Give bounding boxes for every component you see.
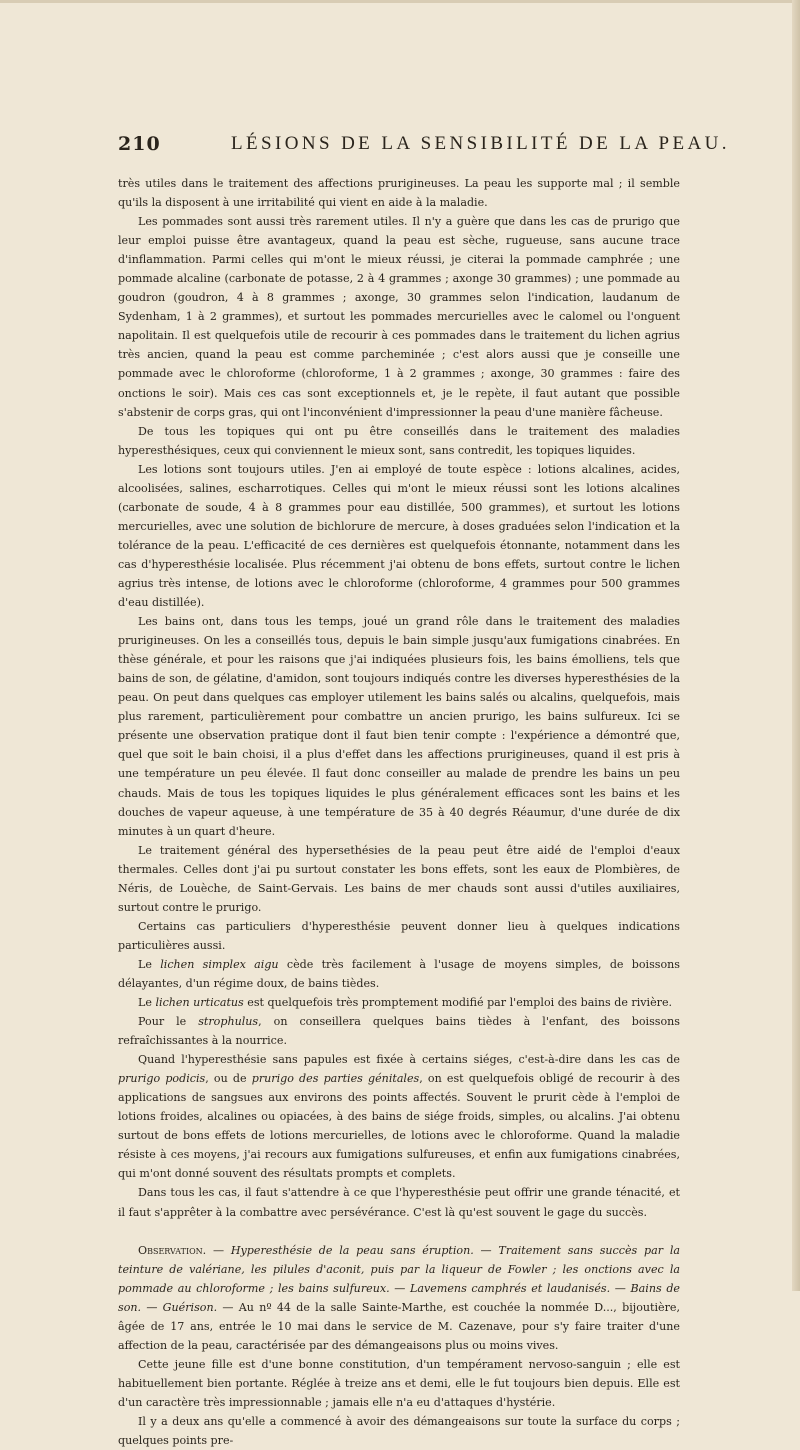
text-run: , on est quelquefois obligé de recourir à des applications de sangsues aux environs des points affectés. Souvent le prurit cède à l'emploi de lotions froides, alcalines ou opiacées, à des bains de siége froids, simples, ou alcalins. J'ai obtenu surtout de bons effets de lotions mercurielles, de lotions avec le chloroforme. Quand la maladie résiste à ces moyens, j'ai recours aux fumigations sulfureuses, et enfin aux fumigations cinabrées, qui m'ont donné souvent des résultats prompts et complets. xyxy=(118,1072,680,1181)
paragraph: Il y a deux ans qu'elle a commencé à avoir des démangeaisons sur toute la surface du corps ; quelques points pre- xyxy=(118,1415,680,1448)
italic-term: prurigo des parties génitales xyxy=(251,1072,420,1086)
observation-label: Observation. xyxy=(138,1243,207,1257)
text-run: cède très facilement à l'usage de moyens simples, de boissons délayantes, d'un régime doux, de bains tièdes. xyxy=(118,957,681,990)
text-run: Le xyxy=(138,957,161,971)
section-gap xyxy=(118,1222,680,1241)
text-run: — Au nº 44 de la salle Sainte-Marthe, est couchée la nommée D..., bijoutière, âgée de 17 ans, entrée le 10 mai dans le service de M. Cazenave, pour s'y faire traiter d'une affection de la peau, caractérisée par des démangeaisons plus ou moins vives. xyxy=(118,1300,680,1352)
text-run: Quand l'hyperesthésie sans papules est fixée à certains siéges, c'est-à-dire dans les cas de xyxy=(138,1053,680,1067)
text-run: Le xyxy=(138,996,156,1010)
running-title: LÉSIONS DE LA SENSIBILITÉ DE LA PEAU. xyxy=(231,133,730,154)
paragraph xyxy=(118,1012,680,1050)
page-edge xyxy=(792,0,800,1291)
text-run: Pour le xyxy=(138,1015,199,1029)
paragraph: Les pommades sont aussi très rarement utiles. Il n'y a guère que dans les cas de prurigo que leur emploi puisse être avantageux, quand la peau est sèche, rugueuse, sans aucune trace d'inflammation. Parmi celles qui m'ont le mieux réussi, je citerai la pommade camphrée ; une pommade alcaline (carbonate de potasse, 2 à 4 grammes ; axonge 30 grammes) ; une pommade au goudron (goudron, 4 à 8 grammes ; axonge, 30 grammes selon l'indication, laudanum de Sydenham, 1 à 2 grammes), et surtout les pommades mercurielles avec le calomel ou l'onguent napolitain. Il est quelquefois utile de recourir à ces pommades dans le traitement du lichen agrius très ancien, quand la peau est comme parcheminée ; c'est alors aussi que je conseille une pommade avec le chloroforme (chloroforme, 1 à 2 grammes ; axonge, 30 grammes : faire des onctions le soir). Mais ces cas sont exceptionnels et, je le repète, il faut autant que possible s'abstenir de corps gras, qui ont l'inconvénient d'impressionner la peau d'une manière fâcheuse. xyxy=(118,215,680,419)
italic-term: prurigo podicis xyxy=(118,1072,206,1086)
paragraph: Les lotions sont toujours utiles. J'en ai employé de toute espèce : lotions alcalines, acides, alcoolisées, salines, escharrotiques. Celles qui m'ont le mieux réussi sont les lotions alcalines (carbonate de soude, 4 à 8 grammes pour eau distillée, 500 grammes), et surtout les lotions mercurielles, avec une solution de bichlorure de mercure, à doses graduées selon l'indication et la tolérance de la peau. L'efficacité de ces dernières est quelquefois étonnante, notamment dans les cas d'hyperesthésie localisée. Plus récemment j'ai obtenu de bons effets, surtout contre le lichen agrius très intense, de lotions avec le chloroforme (chloroforme, 4 grammes pour 500 grammes d'eau distillée). xyxy=(118,462,680,610)
italic-term: strophulus xyxy=(198,1015,259,1029)
paragraph xyxy=(118,993,680,1012)
text-run: , ou de xyxy=(205,1072,252,1086)
observation-paragraph xyxy=(118,1241,680,1355)
body-text xyxy=(118,174,680,1450)
paragraph: Cette jeune fille est d'une bonne constitution, d'un tempérament nervoso-sanguin ; elle est habituellement bien portante. Réglée à treize ans et demi, elle le fut toujours bien depuis. Elle est d'un caractère très impressionnable ; jamais elle n'a eu d'attaques d'hystérie. xyxy=(118,1357,680,1409)
observation-title: Hyperesthésie de la peau sans éruption. — Traitement sans succès par la teinture de valériane, les pilules d'aconit, puis par la liqueur de Fowler ; les onctions avec la pommade au chloroforme ; les bains sulfureux. — Lavemens camphrés et laudanisés. — Bains de son. — Guérison. xyxy=(118,1243,680,1314)
top-rule xyxy=(0,0,800,3)
italic-term: lichen simplex aigu xyxy=(160,957,279,971)
text-run: — xyxy=(206,1243,231,1257)
text-run: est quelquefois très promptement modifié par l'emploi des bains de rivière. xyxy=(243,996,673,1010)
paragraph: Certains cas particuliers d'hyperesthésie peuvent donner lieu à quelques indications particulières aussi. xyxy=(118,919,680,952)
paragraph: De tous les topiques qui ont pu être conseillés dans le traitement des maladies hyperesthésiques, ceux qui conviennent le mieux sont, sans contredit, les topiques liquides. xyxy=(118,424,680,457)
paragraph: Le traitement général des hypersethésies de la peau peut être aidé de l'emploi d'eaux thermales. Celles dont j'ai pu surtout constater les bons effets, sont les eaux de Plombières, de Néris, de Louèche, de Saint-Gervais. Les bains de mer chauds sont aussi d'utiles auxiliaires, surtout contre le prurigo. xyxy=(118,843,680,914)
italic-term: lichen urticatus xyxy=(155,996,244,1010)
page-header xyxy=(118,133,730,161)
paragraph xyxy=(118,955,680,993)
text-run: , on conseillera quelques bains tièdes à l'enfant, des boissons refraîchissantes à la nourrice. xyxy=(118,1015,680,1048)
page-number: 210 xyxy=(118,133,161,155)
paragraph xyxy=(118,1050,680,1183)
paragraph: Dans tous les cas, il faut s'attendre à ce que l'hyperesthésie peut offrir une grande ténacité, et il faut s'apprêter à la combattre avec persévérance. C'est là qu'est souvent le gage du succès. xyxy=(118,1186,680,1219)
paragraph: Les bains ont, dans tous les temps, joué un grand rôle dans le traitement des maladies prurigineuses. On les a conseillés tous, depuis le bain simple jusqu'aux fumigations cinabrées. En thèse générale, et pour les raisons que j'ai indiquées plusieurs fois, les bains émolliens, tels que bains de son, de gélatine, d'amidon, sont toujours indiqués contre les diverses hyperesthésies de la peau. On peut dans quelques cas employer utilement les bains salés ou alcalins, quelquefois, mais plus rarement, particulièrement pour combattre un ancien prurigo, les bains sulfureux. Ici se présente une observation pratique dont il faut bien tenir compte : l'expérience a démontré que, quel que soit le bain choisi, il a plus d'effet dans les affections prurigineuses, quand il est pris à une température un peu élevée. Il faut donc conseiller au malade de prendre les bains un peu chauds. Mais de tous les topiques liquides le plus généralement efficaces sont les bains et les douches de vapeur aqueuse, à une température de 35 à 40 degrés Réaumur, d'une durée de dix minutes à un quart d'heure. xyxy=(118,615,680,838)
paragraph: très utiles dans le traitement des affections prurigineuses. La peau les supporte mal ; il semble qu'ils la disposent à une irritabilité qui vient en aide à la maladie. xyxy=(118,177,680,210)
